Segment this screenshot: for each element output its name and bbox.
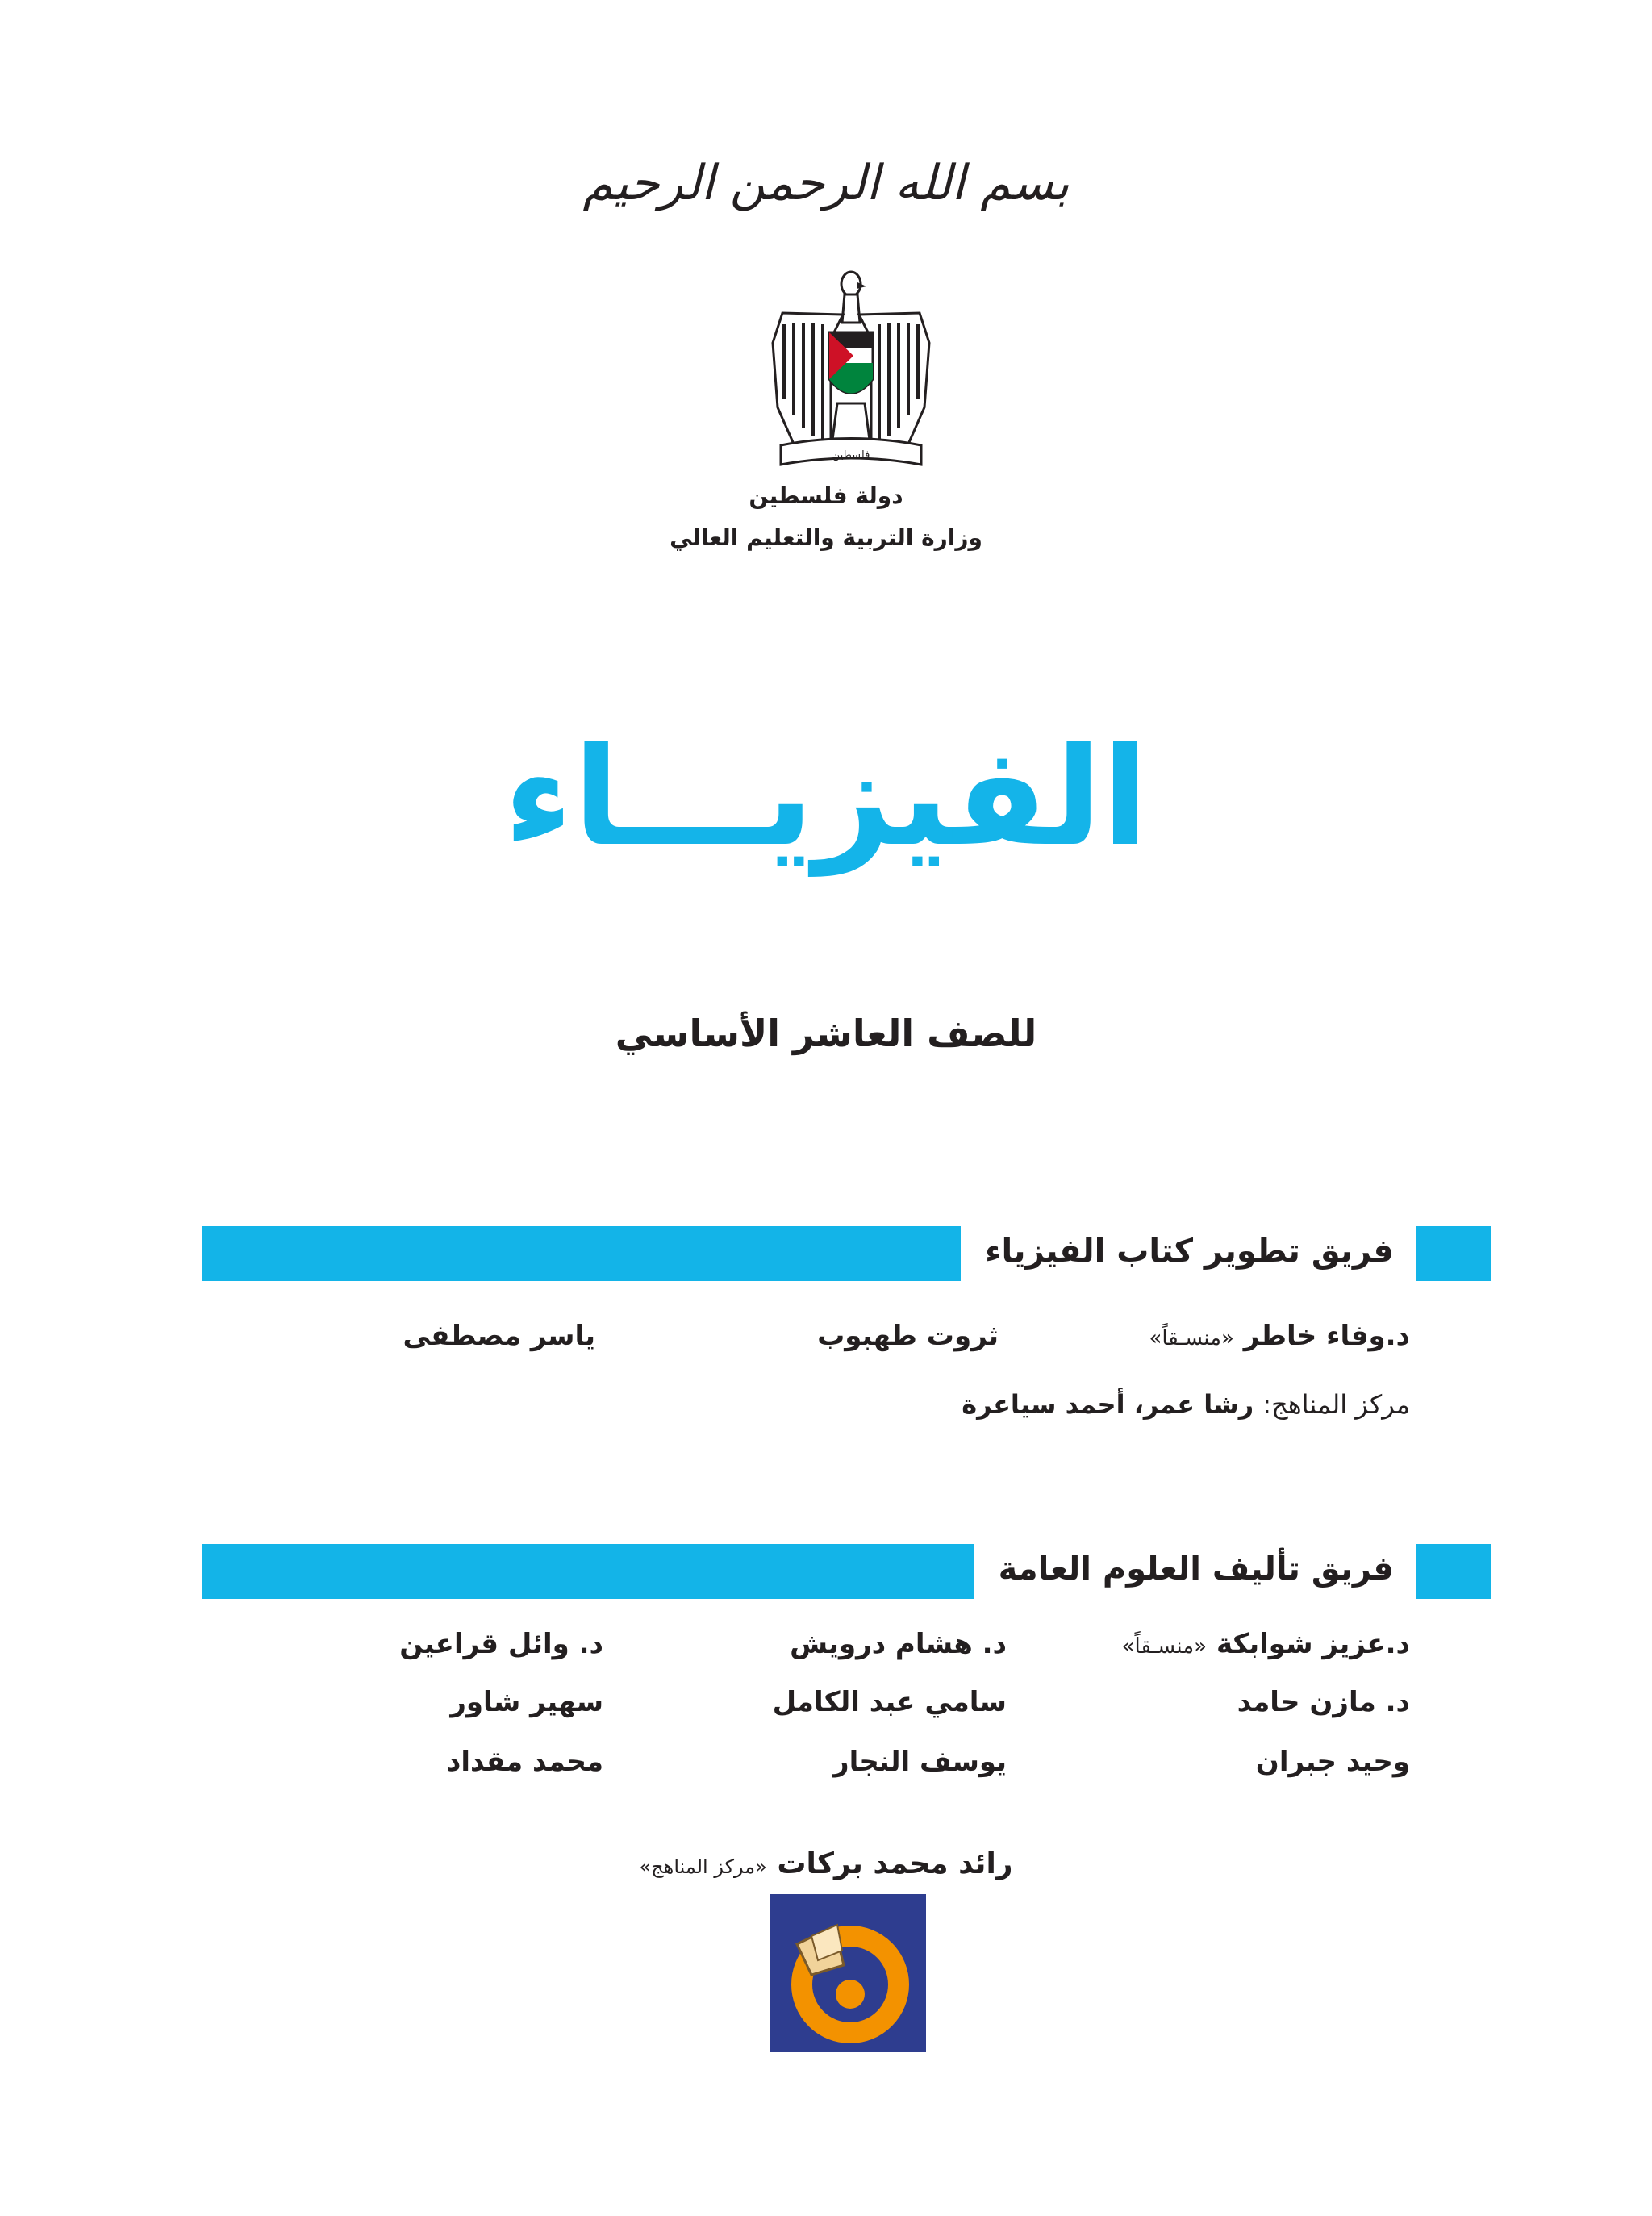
- author-member-1: د.عزيز شوابكة «منسـقاً»: [1121, 1628, 1410, 1660]
- state-name: دولة فلسطين: [749, 482, 903, 509]
- authors-team-heading: فريق تأليف العلوم العامة: [974, 1544, 1416, 1599]
- author-member-2: د. هشام درويش: [790, 1628, 1007, 1660]
- author-member-5: سامي عبد الكامل: [772, 1686, 1007, 1718]
- author-member-9: محمد مقداد: [446, 1746, 603, 1778]
- palestine-eagle-emblem-icon: [766, 266, 936, 478]
- book-title: الفيزيـــاء: [503, 718, 1149, 876]
- author-member-3: د. وائل قراعين: [399, 1628, 603, 1660]
- curriculum-center-line: مركز المناهج: رشا عمر، أحمد سياعرة: [962, 1389, 1410, 1420]
- dev-member-2: ثروت طهبوب: [817, 1320, 999, 1352]
- dev-team-heading: فريق تطوير كتاب الفيزياء: [961, 1226, 1416, 1281]
- author-member-6: سهير شاور: [450, 1686, 603, 1718]
- author-member-4: د. مازن حامد: [1237, 1686, 1410, 1718]
- supervisor-line: رائد محمد بركات «مركز المناهج»: [639, 1847, 1013, 1880]
- ministry-name: وزارة التربية والتعليم العالي: [670, 524, 982, 551]
- curriculum-center-logo-icon: [770, 1894, 926, 2052]
- basmala: بسم الله الرحمن الرحيم: [582, 155, 1070, 211]
- author-member-8: يوسف النجار: [833, 1746, 1007, 1778]
- author-member-7: وحيد جبران: [1255, 1746, 1410, 1778]
- dev-member-3: ياسر مصطفى: [403, 1320, 595, 1352]
- svg-text:فلسطين: فلسطين: [832, 449, 870, 461]
- dev-member-1: د.وفاء خاطر «منسـقاً»: [1149, 1320, 1410, 1352]
- book-subtitle: للصف العاشر الأساسي: [615, 1012, 1037, 1055]
